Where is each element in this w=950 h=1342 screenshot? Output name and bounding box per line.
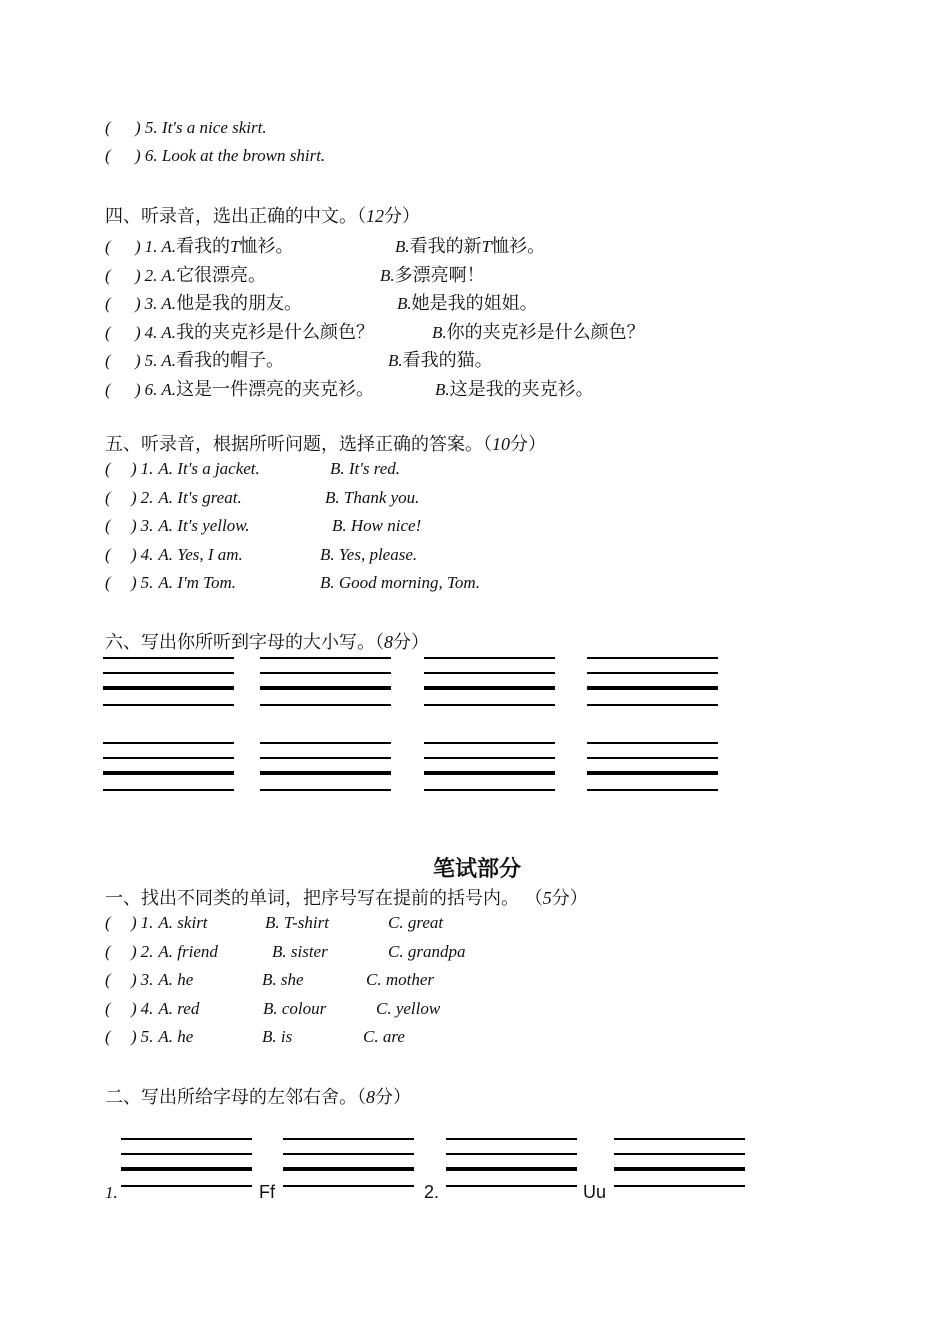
choice-row bbox=[105, 232, 546, 258]
option-b-text: 看我的新 bbox=[409, 236, 482, 257]
choice-row bbox=[105, 516, 422, 536]
answer-bracket[interactable]: ( bbox=[105, 459, 111, 478]
option-label: B. bbox=[432, 323, 447, 342]
answer-bracket[interactable]: ( bbox=[105, 970, 111, 989]
answer-bracket[interactable]: ( bbox=[105, 380, 111, 399]
section-5-title: 五、听录音，根据所听问题，选择正确的答案。（10分） bbox=[105, 434, 546, 455]
option-b: B. T-shirt bbox=[265, 913, 329, 932]
option-a-end: 恤衫。 bbox=[239, 236, 294, 257]
option-a: A. It's great. bbox=[158, 488, 242, 507]
option-b bbox=[435, 375, 594, 401]
answer-bracket[interactable]: ( bbox=[105, 294, 111, 313]
option-a: A. Yes, I am. bbox=[158, 545, 243, 564]
option-a: A. friend bbox=[158, 942, 218, 961]
option-label: B. bbox=[435, 380, 450, 399]
writing-lines[interactable] bbox=[103, 657, 234, 707]
option-label: B. bbox=[380, 266, 395, 285]
answer-bracket[interactable]: ( bbox=[105, 942, 111, 961]
option-b: B. Good morning, Tom. bbox=[320, 573, 480, 592]
answer-bracket[interactable]: ( bbox=[105, 573, 111, 592]
option-a: A. red bbox=[158, 999, 200, 1018]
bracket-close: ) bbox=[135, 351, 141, 370]
option-b: B. Yes, please. bbox=[320, 545, 418, 564]
item-number: 3. bbox=[140, 970, 154, 989]
choice-row bbox=[105, 261, 485, 287]
bracket-close: ) bbox=[131, 970, 137, 989]
option-a-text: 这是一件漂亮的夹克衫。 bbox=[176, 379, 375, 400]
option-a-text: 看我的帽子。 bbox=[176, 350, 285, 371]
option-label: A. bbox=[161, 380, 177, 399]
listening-item-5: ( ) 5. It's a nice skirt. bbox=[105, 118, 267, 137]
option-label: A. bbox=[161, 351, 177, 370]
bracket-close: ) bbox=[131, 942, 137, 961]
writing-lines[interactable] bbox=[260, 742, 391, 792]
item-number: 3. bbox=[140, 516, 154, 535]
answer-bracket[interactable]: ( bbox=[105, 266, 111, 285]
option-label: B. bbox=[397, 294, 412, 313]
option-a: A. he bbox=[158, 970, 194, 989]
item-number: 3. bbox=[144, 294, 158, 313]
choice-row bbox=[105, 913, 444, 933]
item-number: 5. bbox=[140, 573, 154, 592]
answer-bracket[interactable]: ( bbox=[105, 237, 111, 256]
choice-row bbox=[105, 573, 480, 593]
question-number-2: 2. bbox=[424, 1182, 440, 1202]
option-b: B. she bbox=[262, 970, 304, 989]
option-b: B. sister bbox=[272, 942, 328, 961]
bracket-close: ) bbox=[135, 294, 141, 313]
choice-row bbox=[105, 942, 466, 962]
bracket-close: ) bbox=[131, 545, 137, 564]
writing-lines[interactable] bbox=[446, 1138, 577, 1188]
option-b: B. How nice! bbox=[332, 516, 422, 535]
option-b bbox=[395, 232, 545, 258]
option-a: A. skirt bbox=[158, 913, 208, 932]
listening-item-6: ( ) 6. Look at the brown shirt. bbox=[105, 146, 326, 165]
writing-lines[interactable] bbox=[424, 742, 555, 792]
item-number: 1. bbox=[144, 237, 158, 256]
option-a-letter: T bbox=[230, 237, 240, 256]
option-c: C. yellow bbox=[376, 999, 441, 1018]
option-a-text: 看我的 bbox=[176, 236, 231, 257]
answer-bracket[interactable]: ( bbox=[105, 146, 111, 165]
choice-row bbox=[105, 999, 441, 1019]
writing-lines[interactable] bbox=[103, 742, 234, 792]
bracket-close: ) bbox=[131, 516, 137, 535]
question-number-1: 1. bbox=[105, 1183, 118, 1202]
option-b-text: 她是我的姐姐。 bbox=[411, 293, 538, 314]
option-b bbox=[397, 289, 538, 315]
option-b-text: 这是我的夹克衫。 bbox=[449, 379, 594, 400]
item-number: 2. bbox=[140, 488, 154, 507]
bracket-close: ) bbox=[131, 488, 137, 507]
writing-lines[interactable] bbox=[424, 657, 555, 707]
option-a: A. he bbox=[158, 1027, 194, 1046]
option-b bbox=[380, 261, 485, 287]
option-a-text: 它很漂亮。 bbox=[176, 265, 267, 286]
given-letter-1: Ff bbox=[259, 1182, 275, 1202]
choice-row bbox=[105, 346, 493, 372]
option-a: A. I'm Tom. bbox=[158, 573, 237, 592]
writing-lines[interactable] bbox=[614, 1138, 745, 1188]
option-c: C. mother bbox=[366, 970, 434, 989]
answer-bracket[interactable]: ( bbox=[105, 1027, 111, 1046]
option-a-text: 他是我的朋友。 bbox=[176, 293, 303, 314]
bracket-close: ) bbox=[131, 999, 137, 1018]
item-number: 5. bbox=[144, 351, 158, 370]
item-number: 2. bbox=[144, 266, 158, 285]
option-c: C. great bbox=[388, 913, 444, 932]
answer-bracket[interactable]: ( bbox=[105, 516, 111, 535]
item-number: 1. bbox=[140, 459, 154, 478]
option-b: B. colour bbox=[263, 999, 327, 1018]
written-part-title: 笔试部分 bbox=[433, 857, 522, 882]
option-c: C. are bbox=[363, 1027, 405, 1046]
option-a: A. It's a jacket. bbox=[158, 459, 260, 478]
item-number: 1. bbox=[140, 913, 154, 932]
option-b-text: 看我的猫。 bbox=[402, 350, 493, 371]
writing-lines[interactable] bbox=[260, 657, 391, 707]
choice-row bbox=[105, 459, 401, 479]
choice-row bbox=[105, 375, 594, 401]
bracket-close: ) bbox=[135, 266, 141, 285]
writing-lines[interactable] bbox=[587, 657, 718, 707]
section-6-title: 六、写出你所听到字母的大小写。（8分） bbox=[105, 632, 429, 653]
option-b-end: 恤衫。 bbox=[491, 236, 546, 257]
bracket-close: ) bbox=[135, 380, 141, 399]
option-a-text: 我的夹克衫是什么颜色？ bbox=[176, 322, 375, 343]
item-number: 4. bbox=[140, 545, 154, 564]
choice-row bbox=[105, 289, 538, 315]
choice-row bbox=[105, 488, 420, 508]
choice-row bbox=[105, 970, 434, 990]
answer-bracket[interactable]: ( bbox=[105, 118, 111, 137]
bracket-close: ) bbox=[131, 1027, 137, 1046]
answer-bracket[interactable]: ( bbox=[105, 913, 111, 932]
written-section-2-title: 二、写出所给字母的左邻右舍。（8分） bbox=[105, 1087, 411, 1108]
bracket-close: ) bbox=[135, 323, 141, 342]
bracket-close: ) bbox=[131, 913, 137, 932]
answer-bracket[interactable]: ( bbox=[105, 488, 111, 507]
choice-row bbox=[105, 545, 418, 565]
option-b-text: 多漂亮啊！ bbox=[394, 265, 485, 286]
option-b-letter: T bbox=[481, 237, 492, 256]
option-label: A. bbox=[161, 323, 177, 342]
option-b bbox=[388, 346, 493, 372]
written-section-1-title: 一、找出不同类的单词，把序号写在提前的括号内。 （5分） bbox=[105, 888, 588, 909]
choice-row bbox=[105, 318, 645, 344]
writing-lines[interactable] bbox=[587, 742, 718, 792]
option-label: A. bbox=[161, 266, 177, 285]
answer-bracket[interactable]: ( bbox=[105, 351, 111, 370]
item-number: 4. bbox=[140, 999, 154, 1018]
bracket-close: ) bbox=[131, 459, 137, 478]
option-c: C. grandpa bbox=[388, 942, 466, 961]
choice-row bbox=[105, 1027, 405, 1047]
given-letter-2: Uu bbox=[583, 1182, 607, 1202]
option-b-text: 你的夹克衫是什么颜色？ bbox=[446, 322, 645, 343]
answer-bracket[interactable]: ( bbox=[105, 545, 111, 564]
option-b: B. It's red. bbox=[330, 459, 401, 478]
section-4-title: 四、听录音，选出正确的中文。（12分） bbox=[105, 206, 420, 227]
writing-lines[interactable] bbox=[283, 1138, 414, 1188]
option-label: B. bbox=[395, 237, 410, 256]
answer-bracket[interactable]: ( bbox=[105, 323, 111, 342]
option-label: A. bbox=[161, 294, 177, 313]
item-number: 2. bbox=[140, 942, 154, 961]
option-b: B. Thank you. bbox=[325, 488, 420, 507]
item-number: 5. bbox=[140, 1027, 154, 1046]
option-a: A. It's yellow. bbox=[158, 516, 250, 535]
item-number: 4. bbox=[144, 323, 158, 342]
item-number: 6. bbox=[144, 380, 158, 399]
bracket-close: ) bbox=[135, 237, 141, 256]
bracket-close: ) bbox=[131, 573, 137, 592]
option-label: B. bbox=[388, 351, 403, 370]
option-b bbox=[432, 318, 645, 344]
writing-lines[interactable] bbox=[121, 1138, 252, 1188]
option-label: A. bbox=[161, 237, 177, 256]
answer-bracket[interactable]: ( bbox=[105, 999, 111, 1018]
option-b: B. is bbox=[262, 1027, 293, 1046]
